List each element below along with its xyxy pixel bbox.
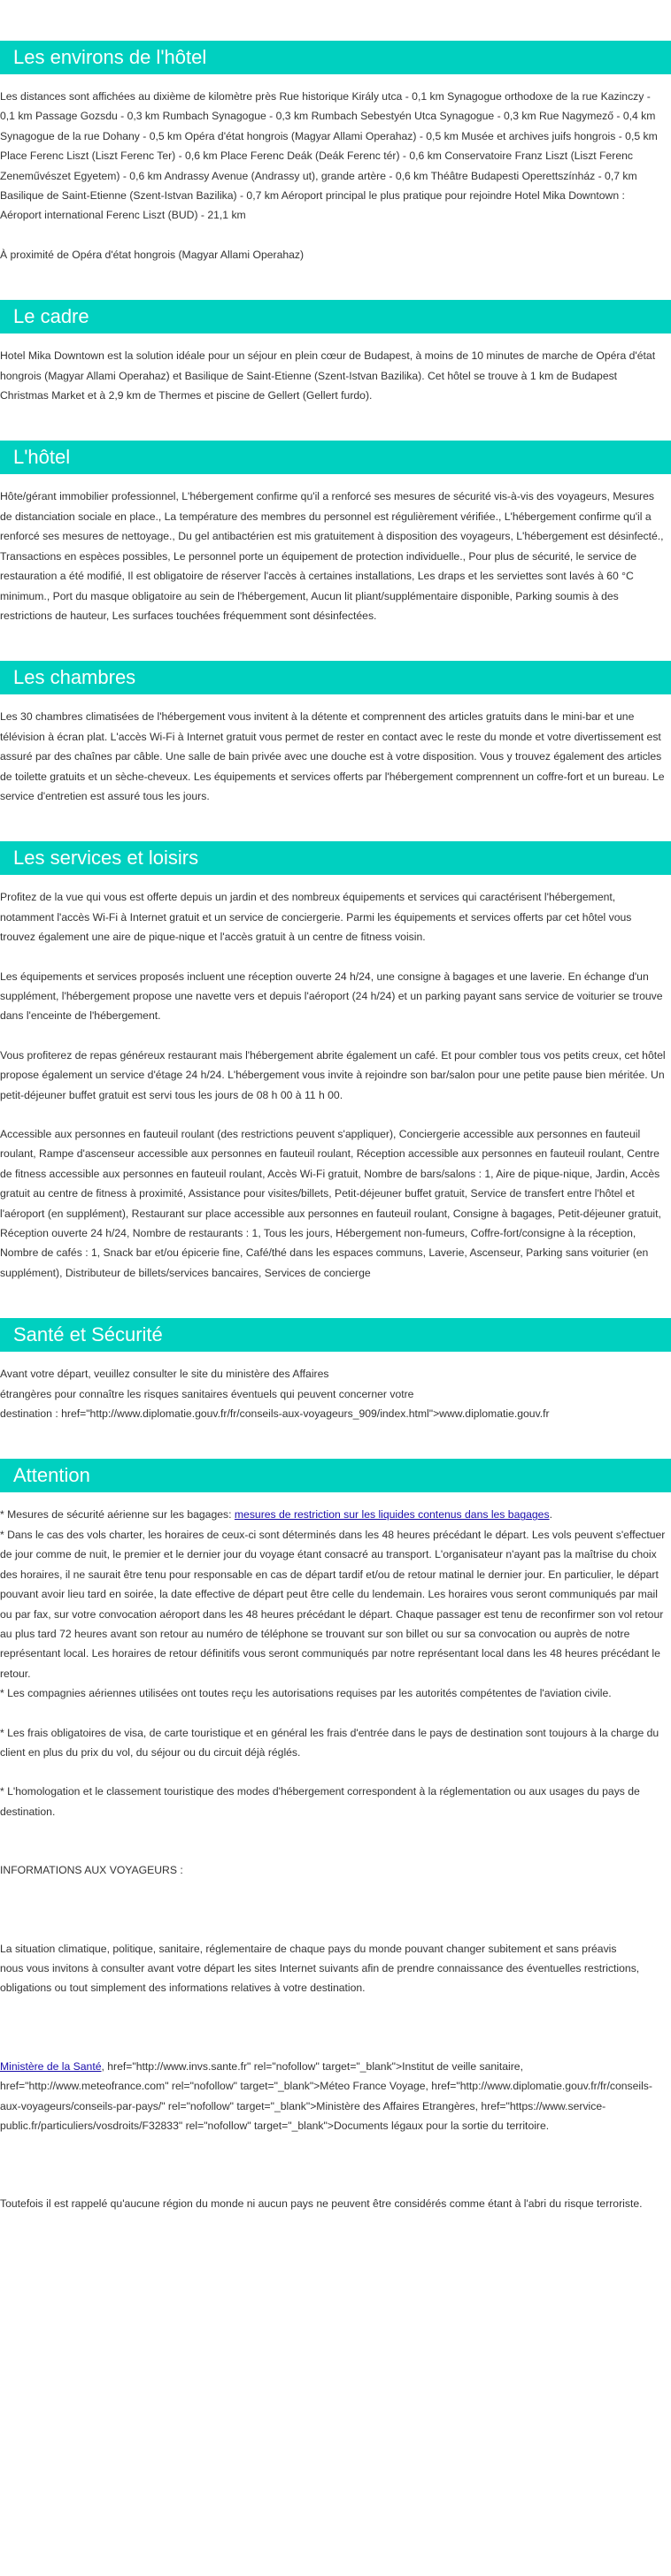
section-title-hotel: L'hôtel: [0, 441, 671, 474]
section-title-cadre: Le cadre: [0, 300, 671, 334]
vols-charter-note: * Dans le cas des vols charter, les horaires de ceux-ci sont déterminés dans les 48 heures précédant le départ. Les vols peuvent s'effectuer de jour comme de nuit, le premier et le dernier jour du voyage étant consacré au transport. L'organisateur n'ayant pas la maîtrise du choix des horaires, il ne saurait être tenu pour responsable en cas de départ tardif et/ou de retour matinal le dernier jour. En particulier, le départ pouvant avoir lieu tard en soirée, la date effective de départ peut être celle du lendemain. Les horaires vous seront communiqués par mail ou par fax, sur votre convocation aéroport dans les 48 heures précédant le départ. Chaque passager est tenu de reconfirmer son vol retour au plus tard 72 heures avant son retour au numéro de téléphone se trouvant sur son billet ou sur sa convocation ou auprès de notre représentant local. Les horaires de retour définitifs vous seront communiqués par notre représentant local dans les 48 heures précédant le retour.: [0, 1528, 666, 1680]
section-title-attention: Attention: [0, 1459, 671, 1492]
section-title-sante: Santé et Sécurité: [0, 1318, 671, 1352]
section-sante: [0, 1318, 671, 1423]
homologation-note: * L'homologation et le classement touristique des modes d'hébergement correspondent à la réglementation ou aux usages du pays de destination.: [0, 1785, 640, 1818]
services-paragraph-2: Les équipements et services proposés incluent une réception ouverte 24 h/24, une consigne à bagages et une laverie. En échange d'un supplément, l'hébergement propose une navette vers et depuis l'aéroport (24 h/24) et un parking payant sans service de voiturier se trouve dans l'enceinte de l'hébergement.: [0, 970, 663, 1023]
bagages-restriction-link[interactable]: mesures de restriction sur les liquides contenus dans les bagages: [234, 1508, 550, 1522]
sante-line-1: Avant votre départ, veuillez consulter le site du ministère des Affaires: [0, 1368, 329, 1381]
hotel-text: Hôte/gérant immobilier professionnel, L'hébergement confirme qu'il a renforcé ses mesures de sécurité vis-à-vis des voyageurs, Mesures de distanciation sociale en place., La température des membres du personnel est régulièrement vérifiée., L'hébergement confirme qu'il a renforcé ses mesures de nettoyage., Du gel antibactérien est mis gratuitement à disposition des voyageurs, L'hébergement est désinfecté., Transactions en espèces possibles, Le personnel porte un équipement de protection individuelle., Pour plus de sécurité, le service de restauration a été modifié, Il est obligatoire de réserver l'accès à certaines installations, Les draps et les serviettes sont lavés à 60 °C minimum., Port du masque obligatoire au sein de l'hébergement, Aucun lit pliant/supplémentaire disponible, Parking soumis à des restrictions de hauteur, Les surfaces touchées fréquemment sont désinfectées.: [0, 490, 664, 622]
bagages-prefix: * Mesures de sécurité aérienne sur les bagages:: [0, 1508, 235, 1522]
sante-line-3: destination : href="http://www.diplomatie.gouv.fr/fr/conseils-aux-voyageurs_909/index.html">www.diplomatie.gouv.fr: [0, 1407, 550, 1421]
sante-line-2: étrangères pour connaître les risques sanitaires éventuels qui peuvent concerner votre: [0, 1387, 414, 1400]
situation-line-1: La situation climatique, politique, sanitaire, réglementaire de chaque pays du monde pouvant changer subitement et sans préavis: [0, 1942, 617, 1955]
section-environs: [0, 41, 671, 264]
proximity-text: À proximité de Opéra d'état hongrois (Magyar Allami Operahaz): [0, 248, 305, 261]
section-services: [0, 841, 671, 1283]
services-paragraph-1: Profitez de la vue qui vous est offerte depuis un jardin et des nombreux équipements et services qui caractérisent l'hébergement, notamment l'accès Wi-Fi à Internet gratuit et un service de conciergerie. Parmi les équipements et services offerts par cet hôtel vous trouvez également une aire de pique-nique et l'accès gratuit à un centre de fitness voisin.: [0, 891, 632, 944]
section-hotel: [0, 441, 671, 625]
cadre-text: Hotel Mika Downtown est la solution idéale pour un séjour en plein cœur de Budapest, à moins de 10 minutes de marche de Opéra d'état hongrois (Magyar Allami Operahaz) et Basilique de Saint-Etienne (Szent-Istvan Bazilika). Cet hôtel se trouve à 1 km de Budapest Christmas Market et à 2,9 km de Thermes et piscine de Gellert (Gellert furdo).: [0, 349, 656, 402]
section-attention: [0, 1459, 671, 2213]
compagnies-note: * Les compagnies aériennes utilisées ont toutes reçu les autorisations requises par les autorités compétentes de l'aviation civile.: [0, 1687, 612, 1700]
services-paragraph-3: Vous profiterez de repas généreux restaurant mais l'hébergement abrite également un café. Et pour combler tous vos petits creux, cet hôtel propose également un service d'étage 24 h/24. L'hébergement vous invite à rejoindre son bar/salon pour une petite pause bien méritée. Un petit-déjeuner buffet gratuit est servi tous les jours de 08 h 00 à 11 h 00.: [0, 1048, 666, 1101]
sources-rest: , href="http://www.invs.sante.fr" rel="nofollow" target="_blank">Institut de veille sanitaire, href="http://www.meteofrance.com" rel="nofollow" target="_blank">Méteo France Voyage, href="http://www.diplomatie.gouv.fr/fr/conseils-aux-voyageurs/conseils-par-pays/" rel="nofollow" target="_blank">Ministère des Affaires Etrangères, href="https://www.service-public.fr/particuliers/vosdroits/F32833" rel="nofollow" target="_blank">Documents légaux pour la sortie du territoire.: [0, 2059, 652, 2132]
frais-note: * Les frais obligatoires de visa, de carte touristique et en général les frais d'entrée dans le pays de destination sont toujours à la charge du client en plus du prix du vol, du séjour ou du circuit déjà réglés.: [0, 1726, 659, 1759]
section-title-services: Les services et loisirs: [0, 841, 671, 875]
section-cadre: [0, 300, 671, 405]
situation-line-2: nous vous invitons à consulter avant votre départ les sites Internet suivants afin de prendre connaissance des éventuelles restrictions, obligations ou tout simplement des informations relatives à votre destination.: [0, 1961, 640, 1995]
section-title-environs: Les environs de l'hôtel: [0, 41, 671, 74]
section-title-chambres: Les chambres: [0, 661, 671, 694]
bagages-note: [0, 1505, 671, 1524]
chambres-text: Les 30 chambres climatisées de l'hébergement vous invitent à la détente et comprennent des articles gratuits dans le mini-bar et une télévision à écran plat. L'accès Wi-Fi à Internet gratuit vous permet de rester en contact avec le reste du monde et votre divertissement est assuré par des chaînes par câble. Une salle de bain privée avec une douche est à votre disposition. Vous y trouvez également des articles de toilette gratuits et un sèche-cheveux. Les équipements et services offerts par l'hébergement comprennent un coffre-fort et un bureau. Le service d'entretien est assuré tous les jours.: [0, 710, 665, 802]
sources-text: [0, 2057, 671, 2136]
terrorisme-note: Toutefois il est rappelé qu'aucune région du monde ni aucun pays ne peuvent être considérés comme étant à l'abri du risque terroriste.: [0, 2197, 643, 2211]
section-chambres: [0, 661, 671, 806]
info-voyageurs-heading: INFORMATIONS AUX VOYAGEURS :: [0, 1864, 183, 1877]
distances-text: Les distances sont affichées au dixième de kilomètre près Rue historique Király utca - 0,1 km Synagogue orthodoxe de la rue Kazinczy - 0,1 km Passage Gozsdu - 0,3 km Rumbach Synagogue - 0,3 km Rumbach Sebestyén Utca Synagogue - 0,3 km Rue Nagymező - 0,4 km Synagogue de la rue Dohany - 0,5 km Opéra d'état hongrois (Magyar Allami Operahaz) - 0,5 km Musée et archives juifs hongrois - 0,5 km Place Ferenc Liszt (Liszt Ferenc Ter) - 0,6 km Place Ferenc Deák (Deák Ferenc tér) - 0,6 km Conservatoire Franz Liszt (Liszt Ferenc Zeneművészet Egyetem) - 0,6 km Andrassy Avenue (Andrassy ut), grande artère - 0,6 km Théâtre Budapesti Operettszínház - 0,7 km Basilique de Saint-Etienne (Szent-Istvan Bazilika) - 0,7 km Aéroport principal le plus pratique pour rejoindre Hotel Mika Downtown : Aéroport international Ferenc Liszt (BUD) - 21,1 km: [0, 90, 658, 222]
bagages-suffix: .: [549, 1508, 552, 1522]
services-paragraph-4: Accessible aux personnes en fauteuil roulant (des restrictions peuvent s'appliquer), Conciergerie accessible aux personnes en fauteuil roulant, Rampe d'ascenseur accessible aux personnes en fauteuil roulant, Réception accessible aux personnes en fauteuil roulant, Centre de fitness accessible aux personnes en fauteuil roulant, Accès Wi-Fi gratuit, Nombre de bars/salons : 1, Aire de pique-nique, Jardin, Accès gratuit au centre de fitness à proximité, Assistance pour visites/billets, Petit-déjeuner buffet gratuit, Service de transfert entre l'hôtel et l'aéroport (en supplément), Restaurant sur place accessible aux personnes en fauteuil roulant, Consigne à bagages, Petit-déjeuner gratuit, Réception ouverte 24 h/24, Nombre de restaurants : 1, Tous les jours, Hébergement non-fumeurs, Coffre-fort/consigne à la réception, Nombre de cafés : 1, Snack bar et/ou épicerie fine, Café/thé dans les espaces communs, Laverie, Ascenseur, Parking sans voiturier (en supplément), Distributeur de billets/services bancaires, Services de concierge: [0, 1128, 661, 1279]
ministere-sante-link[interactable]: Ministère de la Santé: [0, 2059, 102, 2073]
